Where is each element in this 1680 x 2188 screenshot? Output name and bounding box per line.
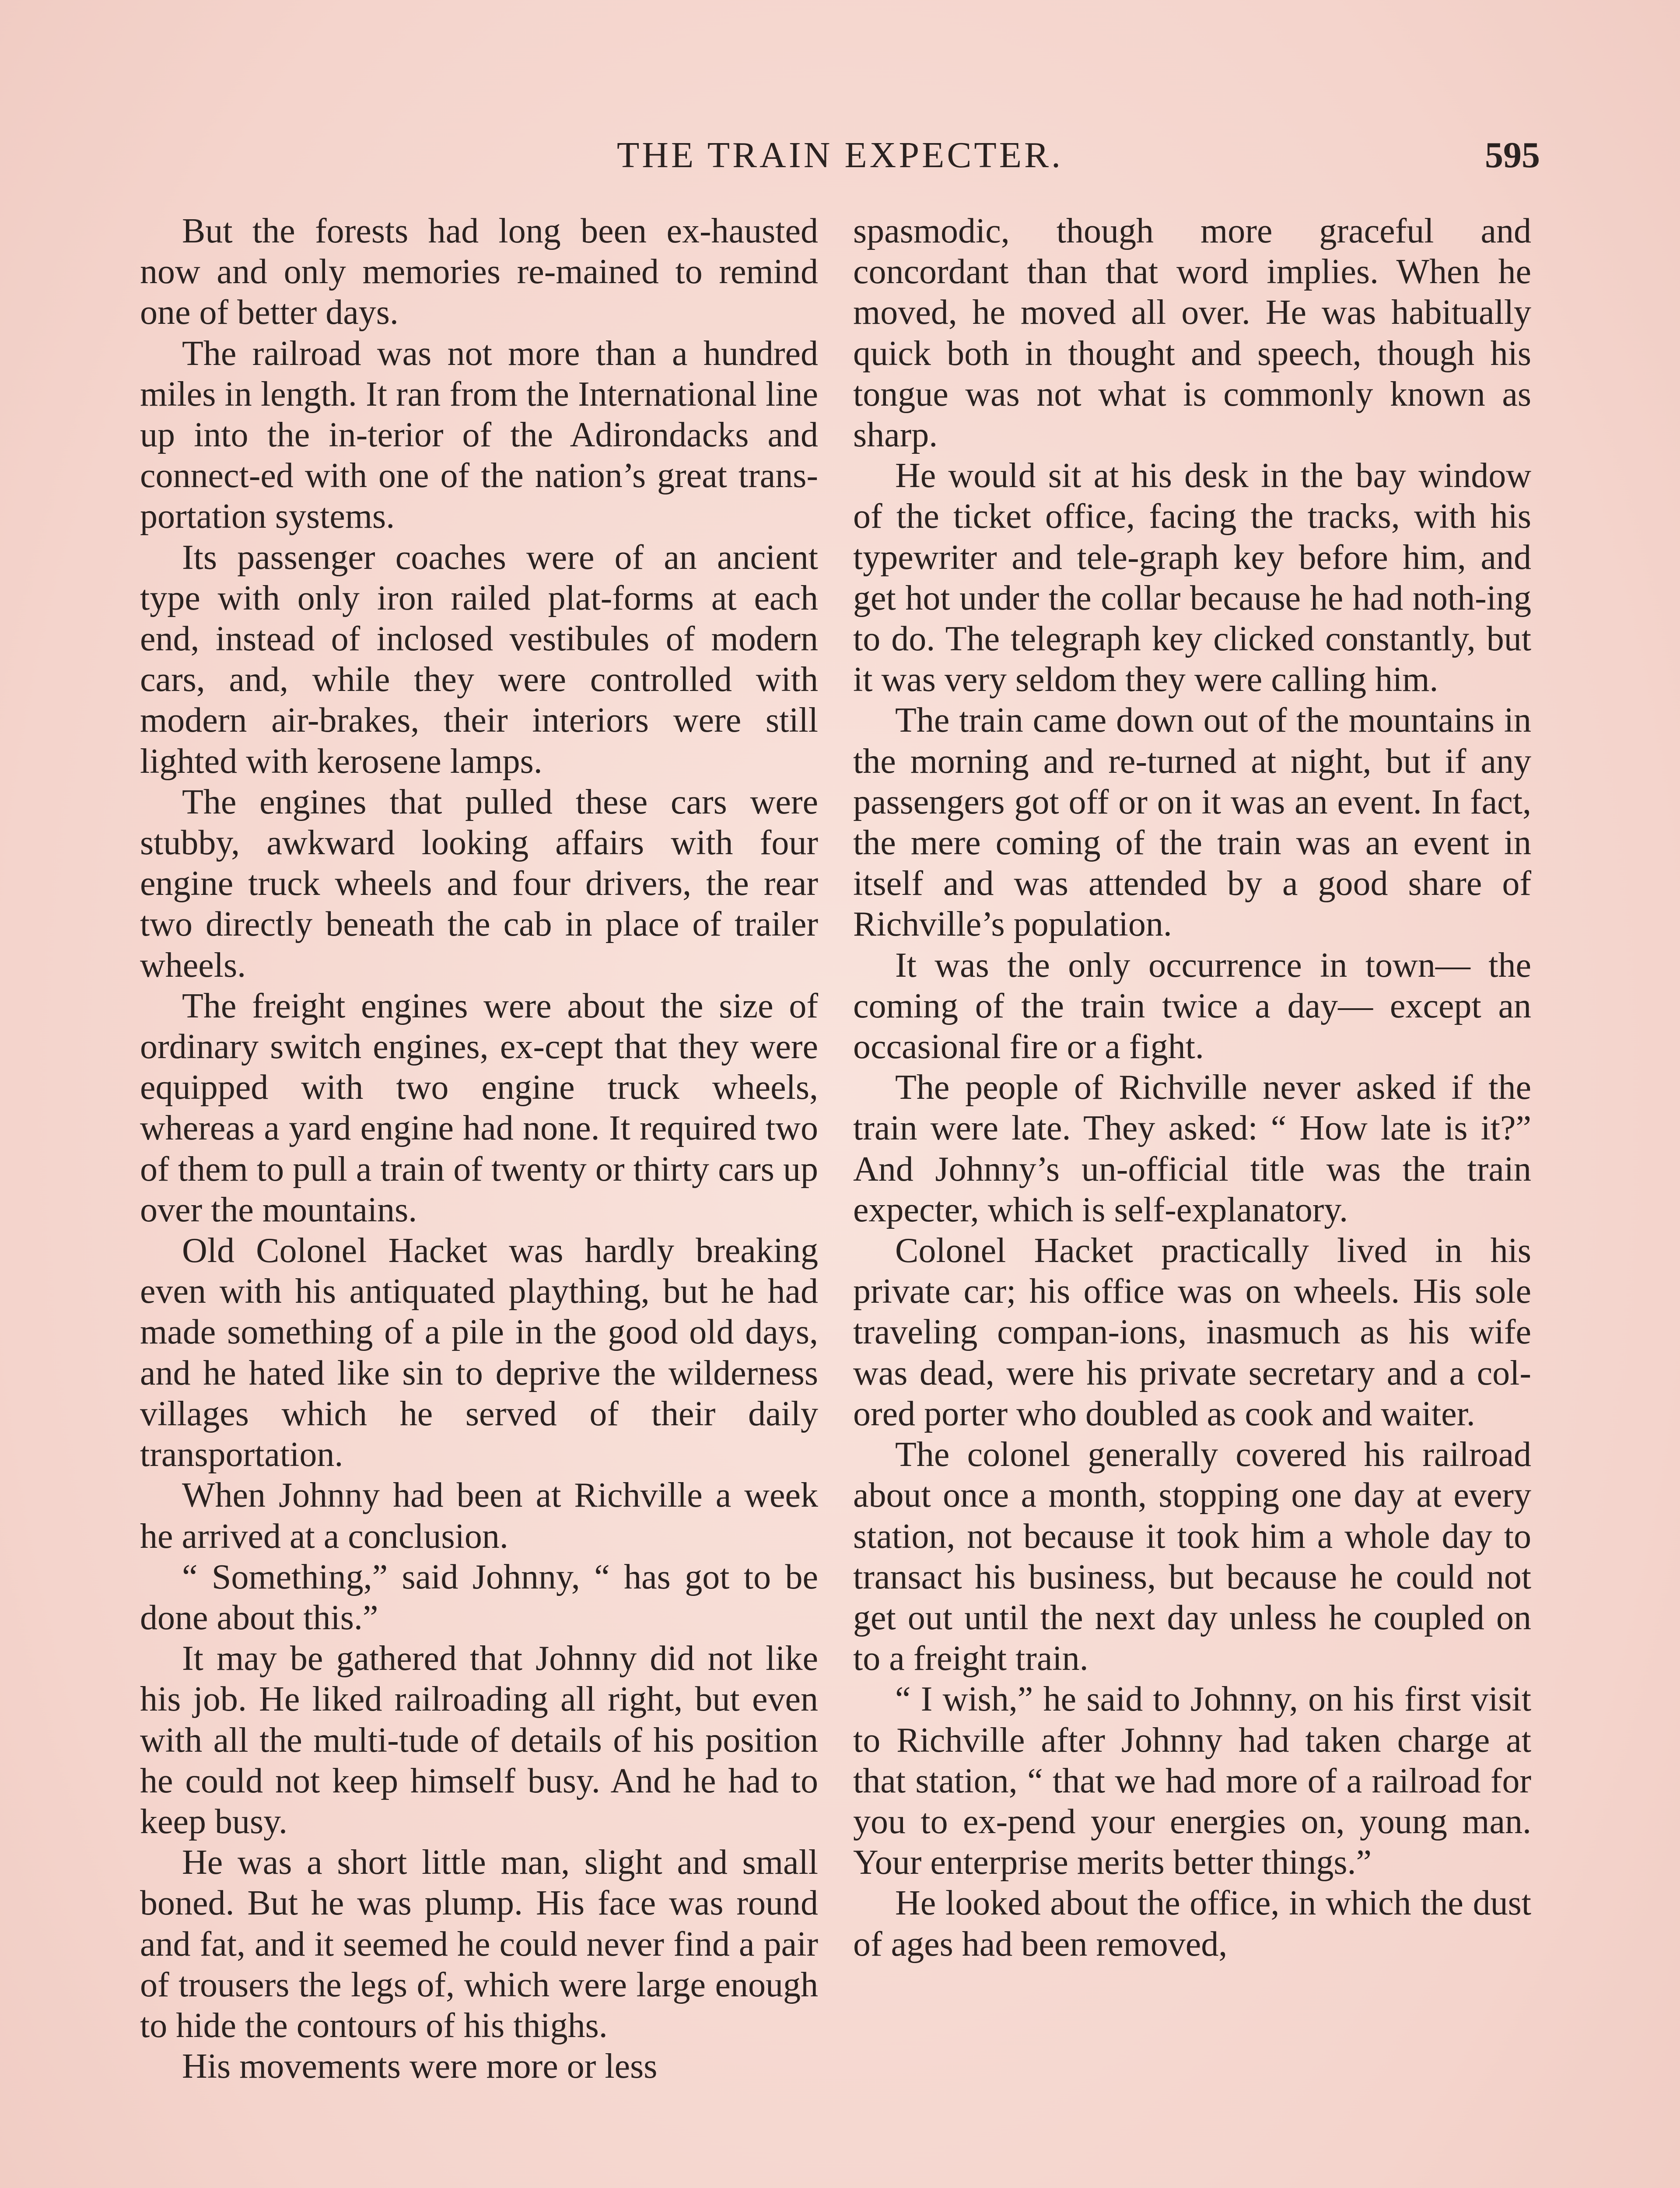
paragraph: He looked about the office, in which the dust of ages had been removed,: [853, 1884, 1531, 1964]
paragraph: It may be gathered that Johnny did not like his job. He liked railroading all right, but even with all the multi-tude of details of his position he could not keep himself busy. And he had to keep busy.: [140, 1639, 818, 1841]
paragraph: But the forests had long been ex-hausted now and only memories re-mained to remind one of better days.: [140, 212, 818, 332]
paragraph: The engines that pulled these cars were stubby, awkward looking affairs with four engine truck wheels and four drivers, the rear two directly beneath the cab in place of trailer wheels.: [140, 782, 818, 985]
paragraph: He was a short little man, slight and small boned. But he was plump. His face was round and fat, and it seemed he could never find a pair of trousers the legs of, which were large enough to hide the contours of his thighs.: [140, 1843, 818, 2045]
paragraph: Old Colonel Hacket was hardly breaking even with his antiquated plaything, but he had made something of a pile in the good old days, and he hated like sin to deprive the wilderness villages which he served of their daily transportation.: [140, 1231, 818, 1474]
paragraph: When Johnny had been at Richville a week he arrived at a conclusion.: [140, 1476, 818, 1556]
paragraph: Colonel Hacket practically lived in his private car; his office was on wheels. His sole traveling compan-ions, inasmuch as his wife was dead, were his private secretary and a col-ored porter who doubled as cook and waiter.: [853, 1231, 1531, 1433]
page-number: 595: [1485, 135, 1540, 175]
paragraph: He would sit at his desk in the bay window of the ticket office, facing the tracks, with his typewriter and tele-graph key before him, and get hot under the collar because he had noth-ing to do. The telegraph key clicked constantly, but it was very seldom they were calling him.: [853, 456, 1531, 699]
paragraph: The people of Richville never asked if the train were late. They asked: “ How late is it?” And Johnny’s un-official title was the train expecter, which is self-explanatory.: [853, 1068, 1531, 1229]
paragraph: It was the only occurrence in town— the coming of the train twice a day— except an occasional fire or a fight.: [853, 946, 1531, 1066]
paragraph: The freight engines were about the size of ordinary switch engines, ex-cept that they were equipped with two engine truck wheels, whereas a yard engine had none. It required two of them to pull a train of twenty or thirty cars up over the mountains.: [140, 986, 818, 1229]
left-column: [140, 211, 818, 2087]
paragraph: “ I wish,” he said to Johnny, on his first visit to Richville after Johnny had taken charge at that station, “ that we had more of a railroad for you to ex-pend your energies on, young man. Your enterprise merits better things.”: [853, 1680, 1531, 1882]
paragraph: The train came down out of the mountains in the morning and re-turned at night, but if any passengers got off or on it was an event. In fact, the mere coming of the train was an event in itself and was attended by a good share of Richville’s population.: [853, 701, 1531, 944]
paragraph: The colonel generally covered his railroad about once a month, stopping one day at every station, not because it took him a whole day to transact his business, but because he could not get out until the next day unless he coupled on to a freight train.: [853, 1435, 1531, 1678]
paragraph-continuation: spasmodic, though more graceful and concordant than that word implies. When he moved, he moved all over. He was habitually quick both in thought and speech, though his tongue was not what is commonly known as sharp.: [853, 212, 1531, 455]
paragraph: The railroad was not more than a hundred miles in length. It ran from the International line up into the in-terior of the Adirondacks and connect-ed with one of the nation’s great trans-portation systems.: [140, 334, 818, 536]
paragraph: Its passenger coaches were of an ancient type with only iron railed plat-forms at each end, instead of inclosed vestibules of modern cars, and, while they were controlled with modern air-brakes, their interiors were still lighted with kerosene lamps.: [140, 538, 818, 781]
paragraph: “ Something,” said Johnny, “ has got to be done about this.”: [140, 1557, 818, 1637]
paragraph: His movements were more or less: [182, 2047, 658, 2086]
right-column: [853, 211, 1531, 1965]
page-header: [140, 131, 1540, 179]
running-head: THE TRAIN EXPECTER.: [616, 135, 1064, 175]
